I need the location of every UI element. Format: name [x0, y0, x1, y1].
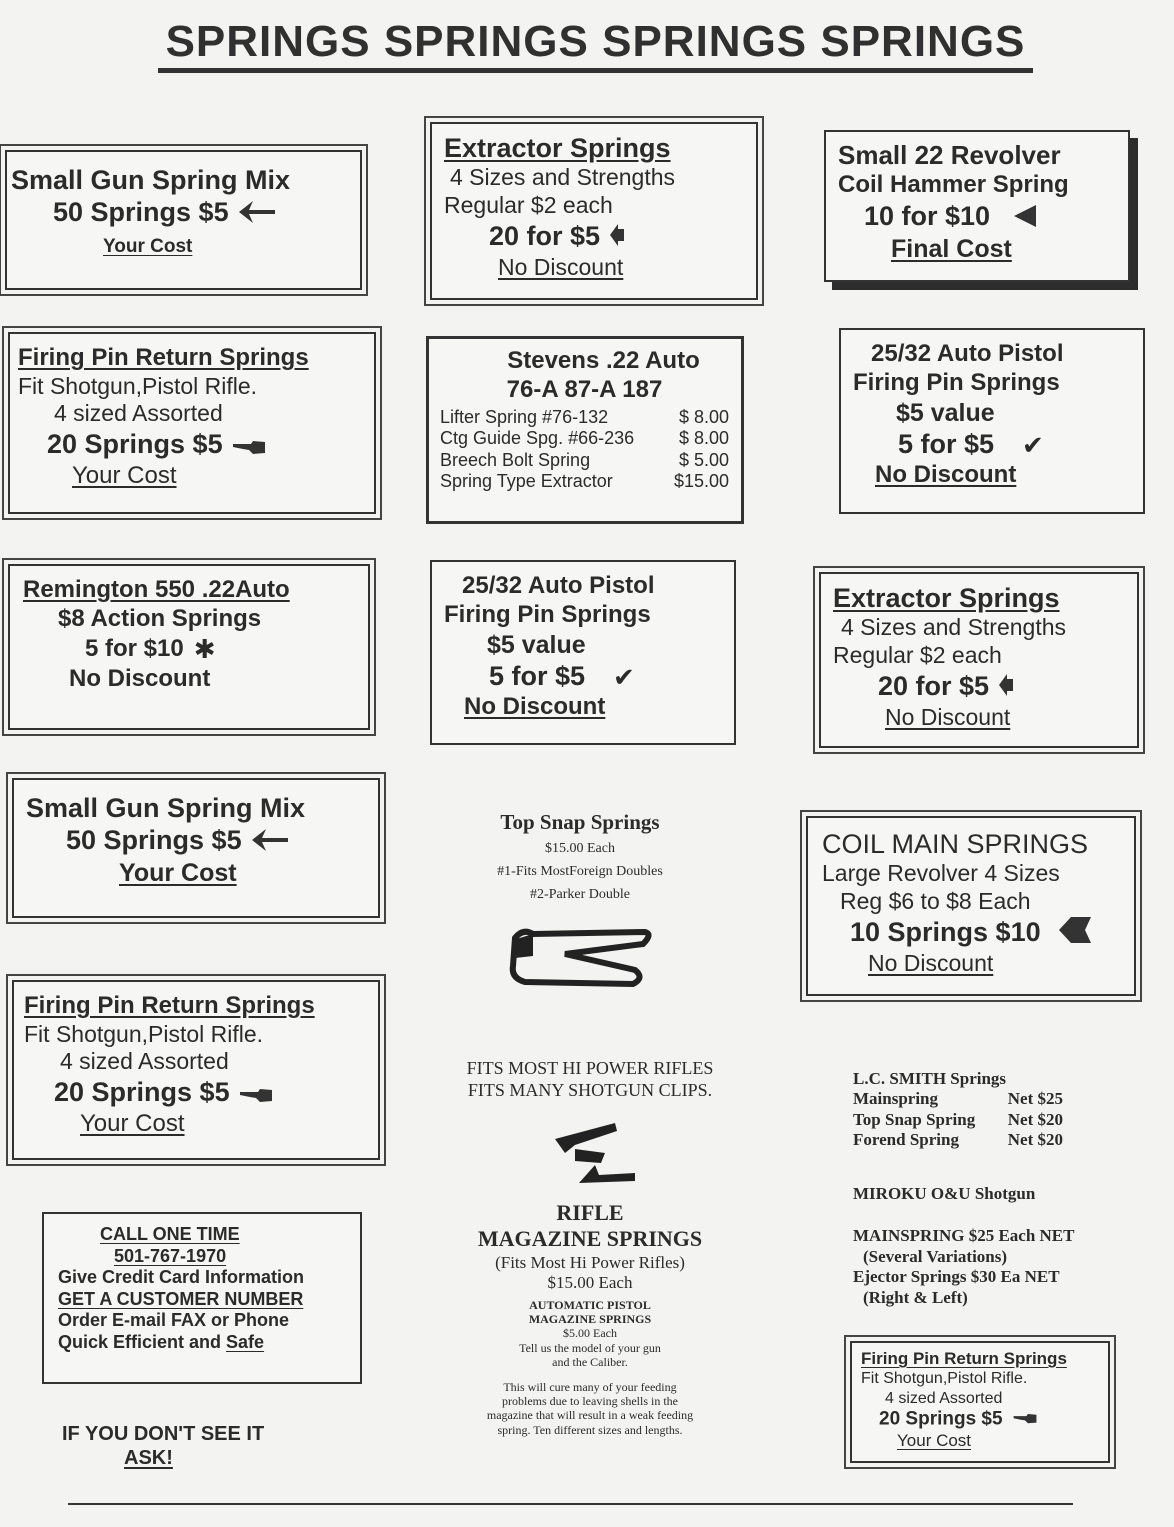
ad-title: Stevens .22 Auto [507, 347, 700, 374]
ad-firing-pin-return-springs-2 [12, 980, 380, 1160]
ad-line: 4 Sizes and Strengths [841, 614, 1067, 641]
ask-line: ASK! [124, 1447, 173, 1469]
call-line: Give Credit Card Information [58, 1267, 305, 1288]
price-row: Top Snap Spring Net $20 [853, 1109, 1063, 1129]
ad-offer: 20 for $5 [878, 670, 990, 701]
ad-line: (Right & Left) [863, 1287, 968, 1307]
price-row: Ctg Guide Spg. #66-236 $ 8.00 [440, 428, 729, 449]
ad-title: Firing Pin Return Springs [24, 992, 315, 1019]
ad-note: Final Cost [891, 235, 1012, 264]
ad-note: No Discount [868, 950, 994, 977]
ad-line: FITS MOST HI POWER RIFLES [466, 1058, 714, 1078]
ad-subtitle: Coil Hammer Spring [838, 171, 1069, 199]
ad-line: 4 Sizes and Strengths [450, 164, 676, 191]
ad-models: 76-A 87-A 187 [506, 375, 663, 403]
ad-offer: 10 Springs $10 [850, 916, 1041, 947]
pointing-hand-icon [233, 430, 265, 462]
ad-desc: problems due to leaving shells in the [502, 1393, 678, 1408]
price-row: Mainspring Net $25 [853, 1089, 1063, 1109]
ad-note: Your Cost [897, 1430, 972, 1450]
ask-note [62, 1422, 264, 1470]
page-title: SPRINGS SPRINGS SPRINGS SPRINGS [158, 18, 1033, 73]
ad-line: and the Caliber. [552, 1355, 628, 1370]
ad-line: MAINSPRING $25 Each NET [853, 1226, 1075, 1246]
ad-note: Your Cost [72, 462, 177, 490]
ad-price: $15.00 Each [547, 1273, 633, 1293]
ad-title: MIROKU O&U Shotgun [853, 1184, 1036, 1203]
ad-note: No Discount [498, 253, 624, 280]
ad-note: Your Cost [103, 236, 193, 258]
ad-coil-main-springs [806, 816, 1136, 996]
top-snap-spring-illustration [460, 926, 700, 1001]
ad-note: No Discount [875, 461, 1017, 489]
ad-auto-pistol-firing-pin-1 [839, 328, 1145, 514]
footer-divider [68, 1503, 1073, 1505]
ad-subtitle: Firing Pin Springs [853, 368, 1060, 396]
arrow-left-icon [239, 198, 275, 230]
call-box [42, 1212, 362, 1384]
ad-title: 25/32 Auto Pistol [462, 572, 655, 599]
call-line: GET A CUSTOMER NUMBER [58, 1288, 304, 1309]
ad-desc: spring. Ten different sizes and lengths. [497, 1422, 683, 1437]
ad-small-gun-spring-mix-2 [12, 778, 380, 918]
ad-offer: 5 for $10 [85, 634, 184, 662]
ad-value: $5 value [487, 630, 586, 659]
ad-line: Reg $6 to $8 Each [840, 887, 1031, 914]
call-line: Quick Efficient and [58, 1331, 227, 1352]
ad-offer: 5 for $5 [898, 428, 995, 459]
ad-title: Extractor Springs [444, 133, 671, 163]
call-line-safe: Safe [226, 1331, 265, 1352]
price-row: Breech Bolt Spring $ 5.00 [440, 449, 729, 470]
ad-rifle-magazine-springs [440, 1200, 740, 1437]
call-heading: CALL ONE TIME [100, 1224, 240, 1244]
ask-line: IF YOU DON'T SEE IT [62, 1423, 265, 1445]
ad-note: Your Cost [80, 1110, 185, 1138]
ad-hi-power-rifles [440, 1058, 740, 1194]
ad-price: $5.00 Each [563, 1326, 617, 1341]
arrow-left-icon [610, 221, 624, 253]
ad-title: COIL MAIN SPRINGS [822, 829, 1089, 859]
ad-title: Remington 550 .22Auto [23, 576, 290, 603]
ad-firing-pin-return-springs-3 [850, 1341, 1110, 1463]
ad-note: No Discount [69, 664, 211, 692]
ad-note: No Discount [464, 693, 606, 721]
ad-title: L.C. SMITH Springs [853, 1069, 1007, 1088]
ad-remington-550 [8, 564, 370, 730]
pointing-hand-icon [1013, 1408, 1037, 1431]
pointing-hand-icon [240, 1078, 272, 1110]
ad-extractor-springs-2 [819, 572, 1139, 748]
chevron-arrow-left-icon [1059, 917, 1091, 950]
ad-value: $5 value [896, 398, 995, 427]
ad-subtitle: (Fits Most Hi Power Rifles) [495, 1252, 685, 1272]
ad-line: 4 sized Assorted [60, 1048, 229, 1075]
ad-line: 4 sized Assorted [54, 400, 223, 427]
ad-line: #1-Fits MostForeign Doubles [497, 863, 663, 879]
ad-subtitle: AUTOMATIC PISTOL [529, 1297, 651, 1312]
ad-title: MAGAZINE SPRINGS [477, 1226, 703, 1252]
ad-subtitle: MAGAZINE SPRINGS [528, 1311, 652, 1326]
ad-offer: 20 Springs $5 [54, 1076, 230, 1107]
ad-line: Regular $2 each [444, 191, 613, 218]
ad-offer: 10 for $10 [864, 200, 991, 231]
price-row: Spring Type Extractor $15.00 [440, 471, 729, 492]
ad-title: Firing Pin Return Springs [861, 1349, 1067, 1368]
phone-number: 501-767-1970 [114, 1245, 227, 1266]
magazine-spring-illustration [440, 1119, 740, 1194]
ad-title: Firing Pin Return Springs [18, 344, 309, 371]
ad-title: 25/32 Auto Pistol [871, 340, 1064, 367]
triangle-left-icon [1014, 202, 1036, 234]
checkmark-icon: ✔ [613, 661, 635, 692]
ad-title: Small 22 Revolver [838, 140, 1061, 170]
ad-offer: 20 for $5 [489, 220, 601, 251]
price-row: Lifter Spring #76-132 $ 8.00 [440, 406, 729, 427]
ad-line: Fit Shotgun,Pistol Rifle. [18, 372, 258, 399]
ad-offer: 50 Springs $5 [66, 825, 242, 856]
ad-title: Top Snap Springs [500, 810, 660, 834]
ad-desc: magazine that will result in a weak feeding [486, 1408, 694, 1423]
arrow-left-icon [999, 671, 1013, 703]
checkmark-icon: ✔ [1022, 429, 1044, 460]
ad-offer: 5 for $5 [489, 660, 586, 691]
ad-small-gun-spring-mix-1 [5, 150, 362, 290]
ad-title: RIFLE [556, 1200, 624, 1225]
ad-small-22-revolver [824, 130, 1130, 282]
ad-line: Regular $2 each [833, 641, 1002, 668]
ad-line: Ejector Springs $30 Ea NET [853, 1267, 1060, 1287]
price-row: Forend Spring Net $20 [853, 1130, 1063, 1150]
ad-line: Fit Shotgun,Pistol Rifle. [861, 1370, 1028, 1388]
ad-stevens-22-auto [426, 336, 744, 524]
call-line: Order E-mail FAX or Phone [58, 1310, 290, 1331]
ad-line: Fit Shotgun,Pistol Rifle. [24, 1020, 264, 1047]
ad-title: Small Gun Spring Mix [11, 165, 291, 195]
ad-line: #2-Parker Double [530, 886, 630, 902]
ad-auto-pistol-firing-pin-2 [430, 560, 736, 745]
ad-line: $8 Action Springs [58, 604, 262, 632]
ad-offer: 20 Springs $5 [47, 428, 223, 459]
ad-note: No Discount [885, 703, 1011, 730]
ad-miroku [853, 1184, 1133, 1308]
ad-line: Tell us the model of your gun [519, 1340, 661, 1355]
arrow-left-icon [252, 826, 288, 858]
ad-line: 4 sized Assorted [885, 1389, 1003, 1407]
ad-firing-pin-return-springs-1 [8, 332, 376, 514]
ad-lc-smith [853, 1069, 1063, 1151]
ad-title: Small Gun Spring Mix [26, 793, 306, 823]
ad-line: FITS MANY SHOTGUN CLIPS. [467, 1079, 713, 1100]
ad-subtitle: Firing Pin Springs [444, 600, 651, 628]
asterisk-icon: ✱ [193, 633, 216, 664]
ad-extractor-springs-1 [430, 122, 758, 300]
ad-top-snap-springs [460, 810, 700, 1001]
ad-title: Extractor Springs [833, 583, 1060, 613]
ad-line: Large Revolver 4 Sizes [822, 860, 1060, 887]
ad-desc: This will cure many of your feeding [503, 1379, 677, 1394]
ad-note: Your Cost [119, 859, 237, 888]
ad-line: (Several Variations) [863, 1246, 1008, 1266]
ad-offer: 20 Springs $5 [879, 1408, 1003, 1430]
ad-offer: 50 Springs $5 [53, 197, 229, 228]
ad-price: $15.00 Each [545, 841, 615, 857]
